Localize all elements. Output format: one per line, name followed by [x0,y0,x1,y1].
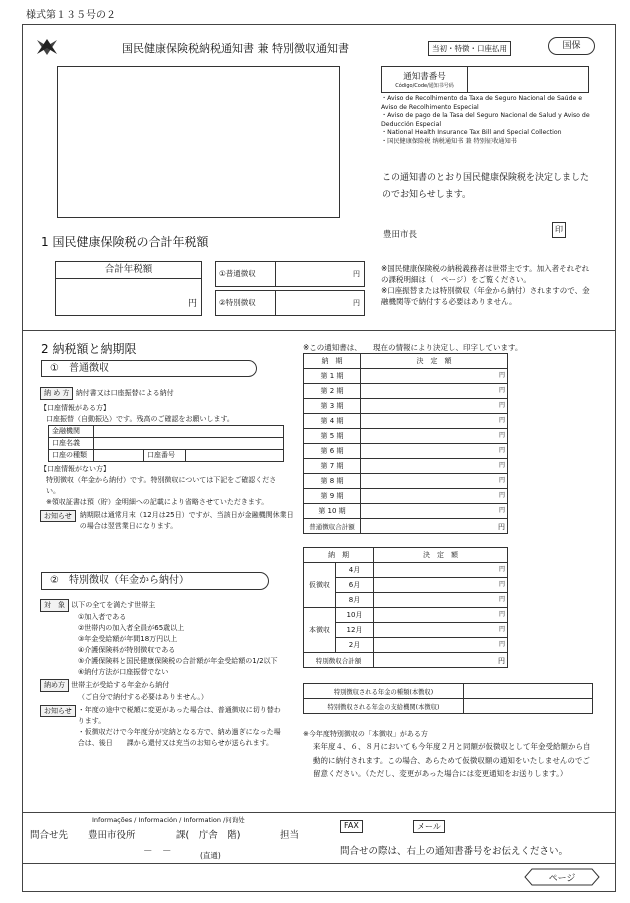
table-row: 第 5 期 円 [304,429,508,444]
special-method-text: 世帯主が受給する年金から納付 [71,681,170,689]
section1-title: 1 国民健康保険税の合計年税額 [41,235,209,249]
contact-person: 担当 [280,830,300,841]
condition-item: ①加入者である [78,613,127,621]
intro-text: この通知書のとおり国民健康保険税を決定しましたのでお知らせします。 [382,173,590,200]
table-row: 本徴収 10月 円 [304,608,508,623]
table-row: 第 3 期 円 [304,399,508,414]
no-account-text: 特別徴収（年金から納付）です。特別徴収については下記をご確認ください。 [46,476,277,495]
receipt-note: ※領収証書は預（貯）金明細への記載により省略させていただきます。 [46,498,269,506]
insurance-badge: 国保 [548,37,595,55]
form-number: 様式第１３５号の２ [26,10,116,21]
mail-label: メール [413,820,445,833]
table-row: 第 4 期 円 [304,414,508,429]
table-row: 第 10 期 円 [304,504,508,519]
special-method-label: 納め方 [40,679,69,692]
contact-instruction: 問合せの際は、右上の通知書番号をお伝えください。 [340,846,569,857]
divider [22,863,616,864]
condition-item: ⑥納付方法が口座振替でない [78,668,169,676]
schedule-note: ※この通知書は、 現在の情報により決定し、印字しています。 [303,343,523,352]
table-row: 2月 円 [304,638,508,653]
table-row-total: 普通徴収合計額 円 [304,519,508,534]
lang-item: ・Aviso de pago de la Tasa del Seguro Nacional de Salud y Aviso de Deducción Especial [381,112,590,128]
schedule-table [303,353,508,534]
table-row: 第 8 期 円 [304,474,508,489]
contact-phone: － － [143,846,172,857]
notice-number-sublabel: Código/Code/通知书号码 [395,83,454,89]
lang-item: ・国民健康保险税 纳税通知书 兼 特别征收通知书 [381,137,517,145]
special-notice-item: ・仮徴収だけで今年度分が完納となる方で、納め過ぎになった場合は、後日 課から還付又は充当のお知らせが送られます。 [77,728,281,747]
yen-unit: 円 [353,299,360,307]
lang-item: ・National Health Insurance Tax Bill and Special Collection [381,129,562,136]
table-row: 第 2 期 円 [304,384,508,399]
ordinary-heading: ① 普通徴収 [41,360,257,377]
contact-label: 問合せ先 [30,830,69,841]
acct-row-label: 金融機関 [49,426,94,438]
condition-item: ③年金受給額が年間18万円以上 [78,635,178,643]
main-note-title: ※今年度特別徴収の「本徴収」がある方 [303,730,428,738]
target-text: 以下の全てを満たす世帯主 [71,601,156,609]
special-label: ②特別徴収 [216,291,276,315]
pension-table [303,683,593,714]
divider [22,812,616,813]
acct-row-label: 口座名義 [49,438,94,450]
mayor-name: 豊田市長 [383,230,418,240]
col-header: 納 期 [304,354,361,369]
table-row: 第 7 期 円 [304,459,508,474]
table-row: 第 9 期 円 [304,489,508,504]
lang-item: ・Aviso de Recolhimento da Taxa de Seguro Nacional de Saúde e Aviso de Recolhimento Especial [381,95,583,111]
ordinary-section [40,387,295,532]
address-window [57,66,340,218]
notice-text: 納期限は通常月末（12月は25日）ですが、当該日が金融機関休業日の場合は翌営業日になります。 [79,511,294,530]
contact-direct: (直通) [200,851,221,860]
special-heading: ② 特別徴収（年金から納付） [41,572,269,590]
notice-label: お知らせ [40,510,76,522]
total-tax-label: 合計年税額 [56,262,201,279]
special-notice-item: ・年度の途中で税額に変更があった場合は、普通徴収に切り替わります。 [77,706,281,725]
condition-item: ②世帯内の加入者全員が65歳以上 [78,624,185,632]
contact-office: 豊田市役所 [88,830,136,841]
notice-number-label: 通知書番号 [403,72,446,82]
divider [22,330,616,331]
special-schedule-table [303,547,508,668]
account-table [48,425,284,462]
form-tag: 当初・特徴・口座払用 [428,41,511,56]
table-row: 仮徴収 4月 円 [304,563,508,578]
target-label: 対 象 [40,599,69,612]
page-title: 国民健康保険税納税通知書 兼 特別徴収通知書 [122,42,349,55]
contact-languages: Informações / Información / Information /问询处 [92,816,245,824]
language-list [381,95,591,146]
col-header: 納 期 [304,548,374,563]
ordinary-label: ①普通徴収 [216,262,276,286]
ordinary-total-box [215,261,365,287]
pension-type-label: 特別徴収される年金の種類(本徴収) [304,684,464,699]
main-collection-note [303,729,595,781]
special-method-sub: （ご自分で納付する必要はありません。） [78,693,208,701]
special-notice-label: お知らせ [40,705,76,717]
section2-title: 2 納税額と納期限 [41,342,137,356]
fax-label: FAX [340,820,363,833]
table-row: 第 1 期 円 [304,369,508,384]
table-row: 第 6 期 円 [304,444,508,459]
main-note-text: 来年度４、６、８月においても今年度２月と同額が仮徴収として年金受給額から自動的に納付されます。この場合、あらためて仮徴収額の通知をいたしませんのでご留意ください。（ただし、変更があった場合には変更通知をお送りします。） [313,742,591,778]
table-row: 6月 円 [304,578,508,593]
acct-row-label: 口座の種類 [49,450,94,462]
method-label: 納 め 方 [40,387,73,400]
page-label: ページ [548,874,576,884]
table-row: 8月 円 [304,593,508,608]
with-account-text: 口座振替（自動振込）です。残高のご確認をお願いします。 [46,415,234,423]
total-tax-box [55,261,202,316]
yen-unit: 円 [353,270,360,278]
pension-org-label: 特別徴収される年金の支給機関(本徴収) [304,699,464,714]
acct-number-label: 口座番号 [144,450,186,462]
note-payment: ※口座振替または特別徴収（年金から納付）されますので、金融機関等で納付する必要はありません。 [381,286,590,306]
seal-mark: 印 [552,222,566,238]
col-header: 決 定 額 [374,548,508,563]
col-header: 決 定 額 [361,354,508,369]
table-row-total: 特別徴収合計額 円 [304,653,508,668]
condition-item: ④介護保険料が特別徴収である [78,646,176,654]
with-account-heading: 【口座情報がある方】 [40,404,110,412]
contact-dept: 課( 庁舎 階) [176,830,241,841]
city-emblem-icon [36,38,58,56]
table-row: 12月 円 [304,623,508,638]
method-text: 納付書又は口座振替による納付 [75,389,174,397]
notice-number-box [381,66,589,93]
yen-unit: 円 [187,299,197,309]
special-total-box [215,290,365,316]
no-account-heading: 【口座情報がない方】 [40,465,110,473]
note-taxpayer: ※国民健康保険税の納税義務者は世帯主です。加入者それぞれの課税明細は（ ページ）をご覧ください。 [381,264,590,284]
section1-notes [381,263,591,307]
condition-item: ⑤介護保険料と国民健康保険税の合計額が年金受給額の1/2以下 [78,657,278,665]
special-section [40,599,300,749]
